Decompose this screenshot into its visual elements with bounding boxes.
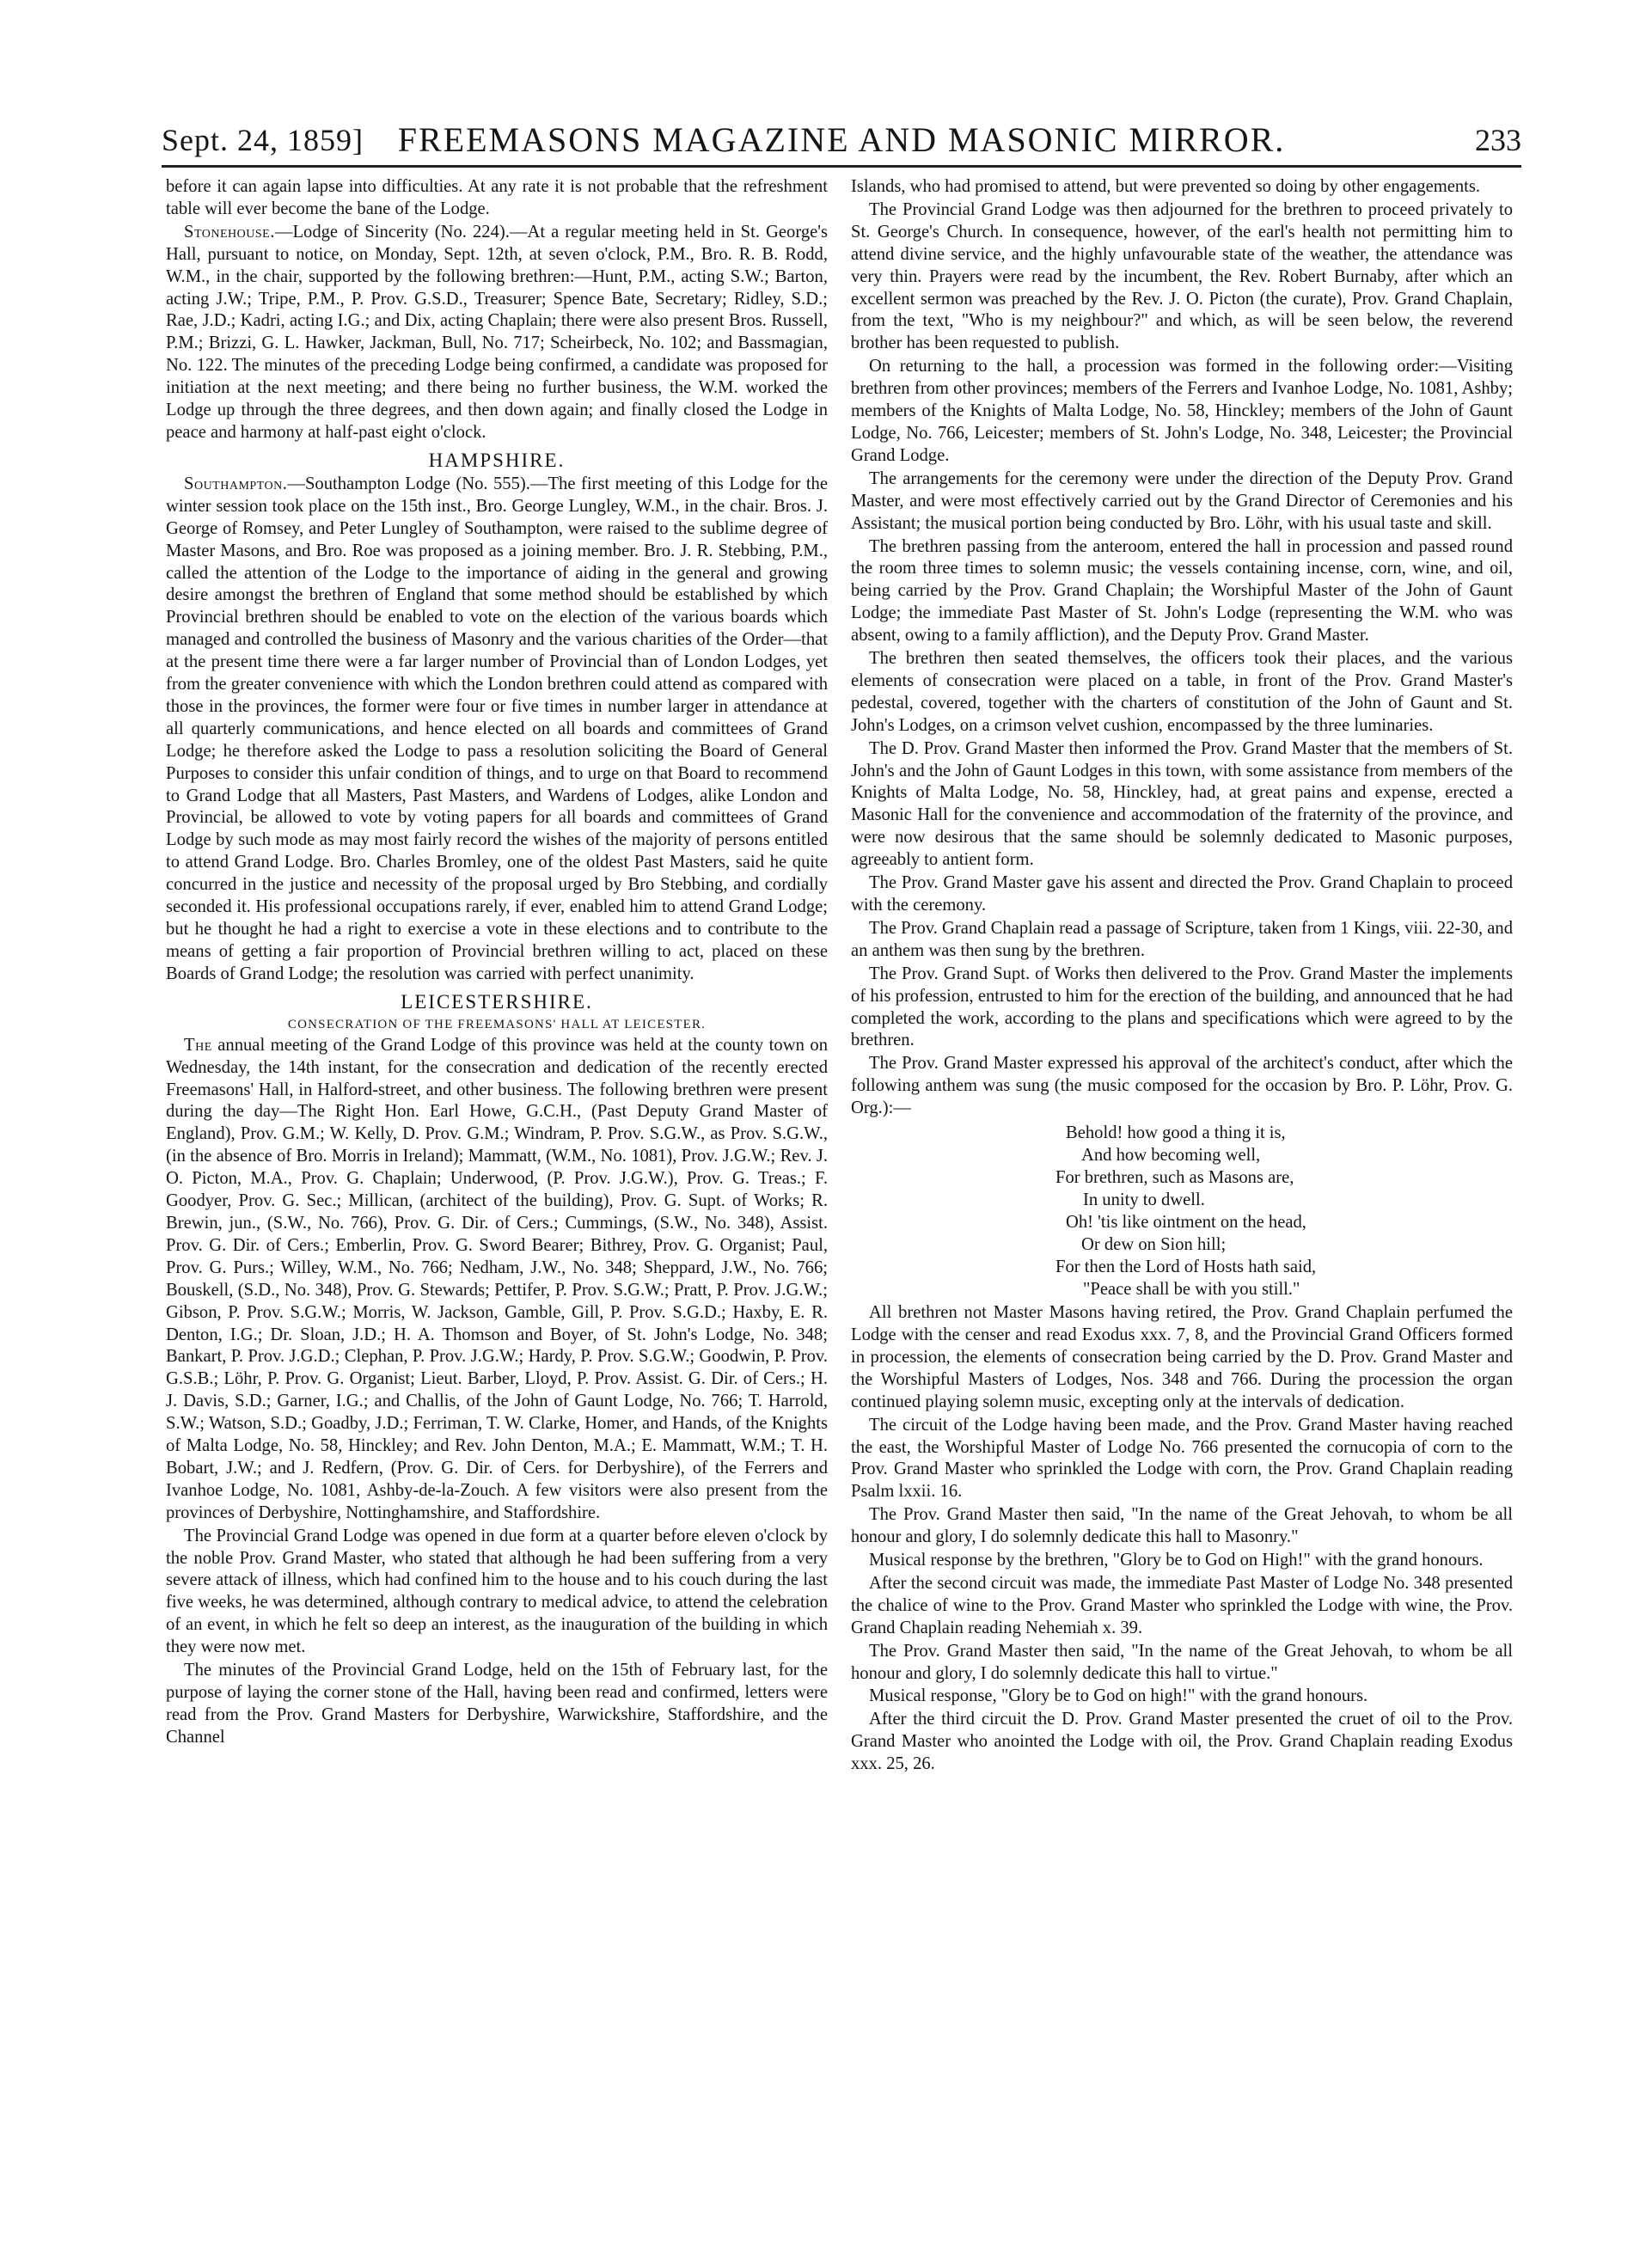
paragraph-text: The Prov. Grand Chaplain read a passage of Scripture, taken from 1 Kings, viii. 22-30, and an anthem was then sung by the brethren. — [851, 918, 1513, 960]
paragraph-text: All brethren not Master Masons having retired, the Prov. Grand Chaplain perfumed the Lodge with the censer and read Exodus xxx. 7, 8, and the Provincial Grand Officers formed in procession, the elements of consecration being carried by the D. Prov. Grand Master and the Worshipful Masters of Lodges, Nos. 348 and 766. During the procession the organ continued playing solemn music, excepting only at the intervals of dedication. — [851, 1303, 1513, 1411]
verse-line: And how becoming well, — [1081, 1146, 1261, 1166]
paragraph — [851, 1302, 1513, 1414]
paragraph-text: After the second circuit was made, the immediate Past Master of Lodge No. 348 presented the chalice of wine to the Prov. Grand Master who sprinkled the Lodge with wine, the Prov. Grand Chaplain reading Nehemiah x. 39. — [851, 1573, 1513, 1637]
paragraph — [851, 872, 1513, 917]
page-header — [162, 110, 1521, 163]
paragraph — [851, 356, 1513, 468]
page-number: 233 — [1475, 123, 1521, 157]
right-column — [851, 176, 1513, 1777]
verse-line: For brethren, such as Masons are, — [1055, 1168, 1294, 1188]
paragraph — [166, 1526, 828, 1659]
verse-line: Oh! 'tis like ointment on the head, — [1066, 1213, 1306, 1233]
issue-date: Sept. 24, 1859] — [162, 123, 364, 157]
paragraph — [851, 468, 1513, 535]
paragraph — [851, 1641, 1513, 1686]
paragraph-lead: Southampton. — [184, 474, 288, 493]
paragraph-text: The Provincial Grand Lodge was opened in due form at a quarter before eleven o'clock by the noble Prov. Grand Master, who stated that although he had been suffering from a very severe attack of illness, which had confined him to the house and to his couch during the last five weeks, he was determined, although contrary to medical advice, to attend the celebration of an event, in which he felt so deep an interest, as the inauguration of the building in which they were now met. — [166, 1526, 828, 1657]
paragraph — [851, 1709, 1513, 1776]
paragraph-text: —Southampton Lodge (No. 555).—The first meeting of this Lodge for the winter session took place on the 15th inst., Bro. George Lungley, W.M., in the chair. Bros. J. George of Romsey, and Peter Lungley of Southampton, were raised to the sublime degree of Master Masons, and Bro. Roe was proposed as a joining member. Bro. J. R. Stebbing, P.M., called the attention of the Lodge to the importance of aiding in the general and growing desire amongst the brethren of England that some method should be established by which Provincial brethren should be enabled to vote on the election of the various boards which managed and controlled the business of Masonry and the various charities of the Order—that at the present time there were a far larger number of Provincial than of London Lodges, yet from the greater convenience with which the London brethren could attend as compared with those in the provinces, the former were four or five times in number larger in attendance at all quarterly communications, and hence elected on all boards and committees of Grand Lodge; he therefore asked the Lodge to pass a resolution soliciting the Board of General Purposes to consider this unfair condition of things, and to urge on that Board to recommend to Grand Lodge that all Masters, Past Masters, and Wardens of Lodges, alike London and Provincial, be allowed to vote by voting papers for all boards and committees of Grand Lodge by such mode as may most fairly record the wishes of the majority of persons entitled to attend Grand Lodge. Bro. Charles Bromley, one of the oldest Past Masters, said he quite concurred in the justice and necessity of the proposal urged by Bro Stebbing, and cordially seconded it. His professional occupations rarely, if ever, enabled him to attend Grand Lodge; but he thought he had a right to exercise a vote in these elections and to contribute to the means of getting a fair proportion of Provincial brethren willing to act, placed on these Boards of Grand Lodge; the resolution was carried with perfect unanimity. — [166, 474, 828, 983]
paragraph-text: The D. Prov. Grand Master then informed the Prov. Grand Master that the members of St. John's and the John of Gaunt Lodges in this town, with some assistance from members of the Knights of Malta Lodge, No. 58, Hinckley, had, at great pains and expense, erected a Masonic Hall for the convenience and accommodation of the fraternity of the province, and were now desirous that the same should be solemnly dedicated to Masonic purposes, agreeably to antient form. — [851, 738, 1513, 870]
paragraph-text: The Prov. Grand Supt. of Works then delivered to the Prov. Grand Master the implements of his profession, entrusted to him for the erection of the building, and announced that he had completed the work, according to the plans and specifications which were agreed to by the brethren. — [851, 964, 1513, 1050]
paragraph-lead: Stonehouse. — [184, 222, 275, 242]
paragraph-text: annual meeting of the Grand Lodge of this province was held at the county town on Wednesday, the 14th instant, for the consecration and dedication of the recently erected Freemasons' Hall, in Halford-street, and other business. The following brethren were present during the day—The Right Hon. Earl Howe, G.C.H., (Past Deputy Grand Master of England), Prov. G.M.; W. Kelly, D. Prov. G.M.; Windram, P. Prov. S.G.W., as Prov. S.G.W., (in the absence of Bro. Morris in Ireland); Mammatt, (W.M., No. 1081), Prov. J.G.W.; Rev. J. O. Picton, M.A., Prov. G. Chaplain; Underwood, (P. Prov. J.G.W.), Prov. G. Treas.; F. Goodyer, Prov. G. Sec.; Millican, (architect of the building), Prov. G. Supt. of Works; R. Brewin, jun., (S.W., No. 766), Prov. G. Dir. of Cers.; Cummings, (S.W., No. 348), Assist. Prov. G. Dir. of Cers.; Emberlin, Prov. G. Sword Bearer; Bithrey, Prov. G. Organist; Paul, Prov. G. Purs.; Willey, W.M., No. 766; Nedham, J.W., No. 348; Sheppard, J.W., No. 766; Bouskell, (S.D., No. 348), Prov. G. Stewards; Pettifer, P. Prov. S.G.W.; Pratt, P. Prov. J.G.W.; Gibson, P. Prov. S.G.W.; Morris, W. Jackson, Gamble, Gill, P. Prov. S.G.D.; Haxby, E. R. Denton, I.G.; Dr. Sloan, J.D.; H. A. Thomson and Boyer, of St. John's Lodge, No. 348; Bankart, P. Prov. J.G.D.; Clephan, P. Prov. J.G.W.; Hardy, P. Prov. S.G.W.; Goodwin, P. Prov. G.S.B.; Löhr, P. Prov. G. Organist; Lieut. Barber, Lloyd, P. Prov. Assist. G. Dir. of Cers.; H. J. Davis, S.D.; Garner, I.G.; and Challis, of the John of Gaunt Lodge, No. 766; T. Harrold, S.W.; Watson, S.D.; Goadby, J.D.; Ferriman, T. W. Clarke, Homer, and Hands, of the Knights of Malta Lodge, No. 58, Hinckley; and Rev. John Denton, M.A.; E. Mammatt, W.M.; T. H. Bobart, J.W.; and J. Redfern, (Prov. G. Dir. of Cers. for Derbyshire), of the Ferrers and Ivanhoe Lodge, No. 1081, Ashby-de-la-Zouch. A few visitors were also present from the provinces of Derbyshire, Nottinghamshire, and Staffordshire. — [166, 1035, 828, 1522]
paragraph — [851, 964, 1513, 1053]
paragraph-text: The minutes of the Provincial Grand Lodge, held on the 15th of February last, for the purpose of laying the corner stone of the Hall, having been read and confirmed, letters were read from the Prov. Grand Masters for Derbyshire, Warwickshire, Staffordshire, and the Channel — [166, 1661, 828, 1747]
paragraph — [166, 176, 828, 221]
paragraph-text: Musical response, "Glory be to God on high!" with the grand honours. — [869, 1686, 1368, 1706]
paragraph-text: The Prov. Grand Master expressed his approval of the architect's conduct, after which the following anthem was sung (the music composed for the occasion by Bro. P. Löhr, Prov. G. Org.):— — [851, 1054, 1513, 1118]
paragraph — [166, 1660, 828, 1749]
section-heading: LEICESTERSHIRE. — [401, 990, 593, 1013]
paragraph-text: The Prov. Grand Master gave his assent and directed the Prov. Grand Chaplain to proceed with the ceremony. — [851, 873, 1513, 915]
sub-heading: CONSECRATION OF THE FREEMASONS' HALL AT LEICESTER. — [287, 1017, 707, 1031]
section-heading: HAMPSHIRE. — [428, 449, 566, 471]
verse-line: In unity to dwell. — [1083, 1190, 1205, 1210]
paragraph-text: The brethren then seated themselves, the officers took their places, and the various elements of consecration were placed on a table, in front of the Prov. Grand Master's pedestal, covered, together with the charters of constitution of the John of Gaunt and St. John's Lodges, on a crimson velvet cushion, encompassed by the three luminaries. — [851, 649, 1513, 735]
header-rule — [162, 165, 1521, 168]
paragraph-text: The arrangements for the ceremony were under the direction of the Deputy Prov. Grand Master, and were most effectively carried out by the Grand Director of Ceremonies and his Assistant; the musical portion being conducted by Bro. Löhr, with his usual taste and skill. — [851, 468, 1513, 533]
paragraph — [851, 1686, 1513, 1708]
paragraph-text: After the third circuit the D. Prov. Grand Master presented the cruet of oil to the Prov. Grand Master who anointed the Lodge with oil, the Prov. Grand Chaplain reading Exodus xxx. 25, 26. — [851, 1710, 1513, 1774]
paragraph-text: Islands, who had promised to attend, but were prevented so doing by other engagements. — [851, 177, 1481, 196]
paragraph — [851, 738, 1513, 872]
left-column — [166, 176, 828, 1750]
paragraph-lead: The — [184, 1035, 212, 1055]
paragraph — [166, 222, 828, 444]
paragraph-text: The Prov. Grand Master then said, "In the name of the Great Jehovah, to whom be all honour and glory, I do solemnly dedicate this hall to virtue." — [851, 1641, 1513, 1683]
publication-title: FREEMASONS MAGAZINE AND MASONIC MIRROR. — [397, 120, 1286, 159]
paragraph — [166, 1035, 828, 1525]
paragraph-text: The brethren passing from the anteroom, entered the hall in procession and passed round the room three times to solemn music; the vessels containing incense, corn, wine, and oil, being carried by the Prov. Grand Chaplain; the Worshipful Master of the John of Gaunt Lodge; the immediate Past Master of St. John's Lodge (representing the W.M. who was absent, owing to a family affliction), and the Deputy Prov. Grand Master. — [851, 536, 1513, 646]
paragraph — [851, 176, 1513, 199]
paragraph-text: Musical response by the brethren, "Glory be to God on High!" with the grand honours. — [869, 1551, 1484, 1570]
paragraph-text: —Lodge of Sincerity (No. 224).—At a regular meeting held in St. George's Hall, pursuant to notice, on Monday, Sept. 12th, at seven o'clock, P.M., Bro. R. B. Rodd, W.M., in the chair, supported by the following brethren:—Hunt, P.M., acting S.W.; Barton, acting J.W.; Tripe, P.M., P. Prov. G.S.D., Treasurer; Spence Bate, Secretary; Ridley, S.D.; Rae, J.D.; Kadri, acting I.G.; and Dix, acting Chaplain; there were also present Bros. Russell, P.M.; Brizzi, G. L. Hawker, Jackman, Bull, No. 717; Scheirbeck, No. 102; and Bassmagian, No. 122. The minutes of the preceding Lodge being confirmed, a candidate was proposed for initiation at the next meeting; and there being no further business, the W.M. worked the Lodge up through the three degrees, and then down again; and finally closed the Lodge in peace and harmony at half-past eight o'clock. — [166, 222, 828, 442]
paragraph — [851, 1415, 1513, 1504]
paragraph — [851, 1504, 1513, 1549]
paragraph-text: The Prov. Grand Master then said, "In the name of the Great Jehovah, to whom be all honour and glory, I do solemnly dedicate this hall to Masonry." — [851, 1505, 1513, 1547]
anthem-verse — [851, 1122, 1513, 1300]
paragraph — [851, 1053, 1513, 1120]
verse-line: "Peace shall be with you still." — [1083, 1280, 1300, 1300]
verse-line: For then the Lord of Hosts hath said, — [1055, 1258, 1317, 1277]
paragraph-text: The Provincial Grand Lodge was then adjourned for the brethren to proceed privately to St. George's Church. In consequence, however, of the earl's health not permitting him to attend divine service, and the highly unfavourable state of the weather, the attendance was very thin. Prayers were read by the incumbent, the Rev. Robert Burnaby, after which an excellent sermon was preached by the Rev. J. O. Picton (the curate), Prov. Grand Chaplain, from the text, "Who is my neighbour?" and which, as will be seen below, the reverend brother has been requested to publish. — [851, 199, 1513, 353]
paragraph-text: The circuit of the Lodge having been made, and the Prov. Grand Master having reached the east, the Worshipful Master of Lodge No. 766 presented the cornucopia of corn to the Prov. Grand Master who sprinkled the Lodge with corn, the Prov. Grand Chaplain reading Psalm lxxii. 16. — [851, 1415, 1513, 1502]
paragraph-text: On returning to the hall, a procession was formed in the following order:—Visiting brethren from other provinces; members of the Ferrers and Ivanhoe Lodge, No. 1081, Ashby; members of the Knights of Malta Lodge, No. 58, Hinckley; members of the John of Gaunt Lodge, No. 766, Leicester; members of St. John's Lodge, No. 348, Leicester; the Provincial Grand Lodge. — [851, 357, 1513, 465]
paragraph — [851, 1550, 1513, 1572]
paragraph — [851, 648, 1513, 737]
paragraph-text: before it can again lapse into difficulties. At any rate it is not probable that the refreshment table will ever become the bane of the Lodge. — [166, 177, 828, 218]
paragraph — [166, 474, 828, 986]
verse-line: Or dew on Sion hill; — [1081, 1235, 1227, 1255]
paragraph — [851, 918, 1513, 963]
paragraph — [851, 536, 1513, 648]
paragraph — [851, 1573, 1513, 1640]
verse-line: Behold! how good a thing it is, — [1066, 1123, 1286, 1143]
paragraph — [851, 199, 1513, 355]
